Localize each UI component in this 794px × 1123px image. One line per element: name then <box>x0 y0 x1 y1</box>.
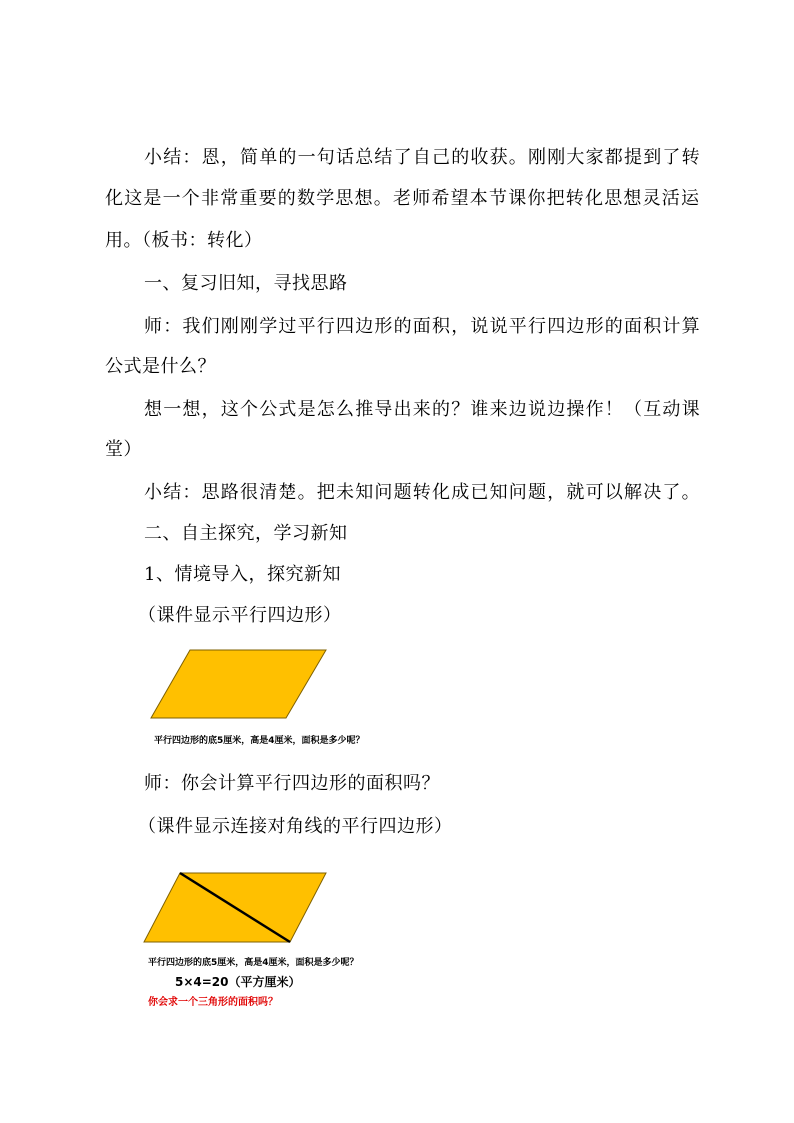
heading-explore: 二、自主探究，学习新知 <box>144 523 348 544</box>
parallelogram-shape <box>151 650 326 718</box>
summary2: 小结：思路很清楚。把未知问题转化成已知问题，就可以解决了。 <box>144 482 701 503</box>
summary1-line2: 化这是一个非常重要的数学思想。老师希望本节课你把转化思想灵活运 <box>105 188 701 209</box>
figure1-caption: 平行四边形的底5厘米，高是4厘米，面积是多少呢？ <box>154 736 365 746</box>
teacher1-line2: 公式是什么？ <box>105 356 216 377</box>
triangle-question: 你会求一个三角形的面积吗？ <box>148 997 278 1008</box>
parallelogram-with-diagonal-shape <box>144 873 326 942</box>
think-line2: 堂） <box>105 439 142 460</box>
diagonal-line <box>180 873 290 942</box>
area-formula: 5×4=20（平方厘米） <box>175 975 301 989</box>
courseware-note1: （课件显示平行四边形） <box>138 605 342 626</box>
teacher1-line1: 师：我们刚刚学过平行四边形的面积，说说平行四边形的面积计算 <box>144 316 701 337</box>
summary1-line3: 用。（板书：转化） <box>105 230 263 251</box>
teacher2: 师：你会计算平行四边形的面积吗？ <box>144 773 440 794</box>
subheading-context: 1、情境导入，探究新知 <box>144 564 341 585</box>
summary1-line1: 小结：恩，简单的一句话总结了自己的收获。刚刚大家都提到了转 <box>144 147 701 168</box>
figure2-caption: 平行四边形的底5厘米，高是4厘米，面积是多少呢？ <box>148 958 359 968</box>
courseware-note2: （课件显示连接对角线的平行四边形） <box>138 816 453 837</box>
think-line1: 想一想，这个公式是怎么推导出来的？谁来边说边操作！（互动课 <box>144 399 701 420</box>
heading-review: 一、复习旧知，寻找思路 <box>144 273 348 294</box>
